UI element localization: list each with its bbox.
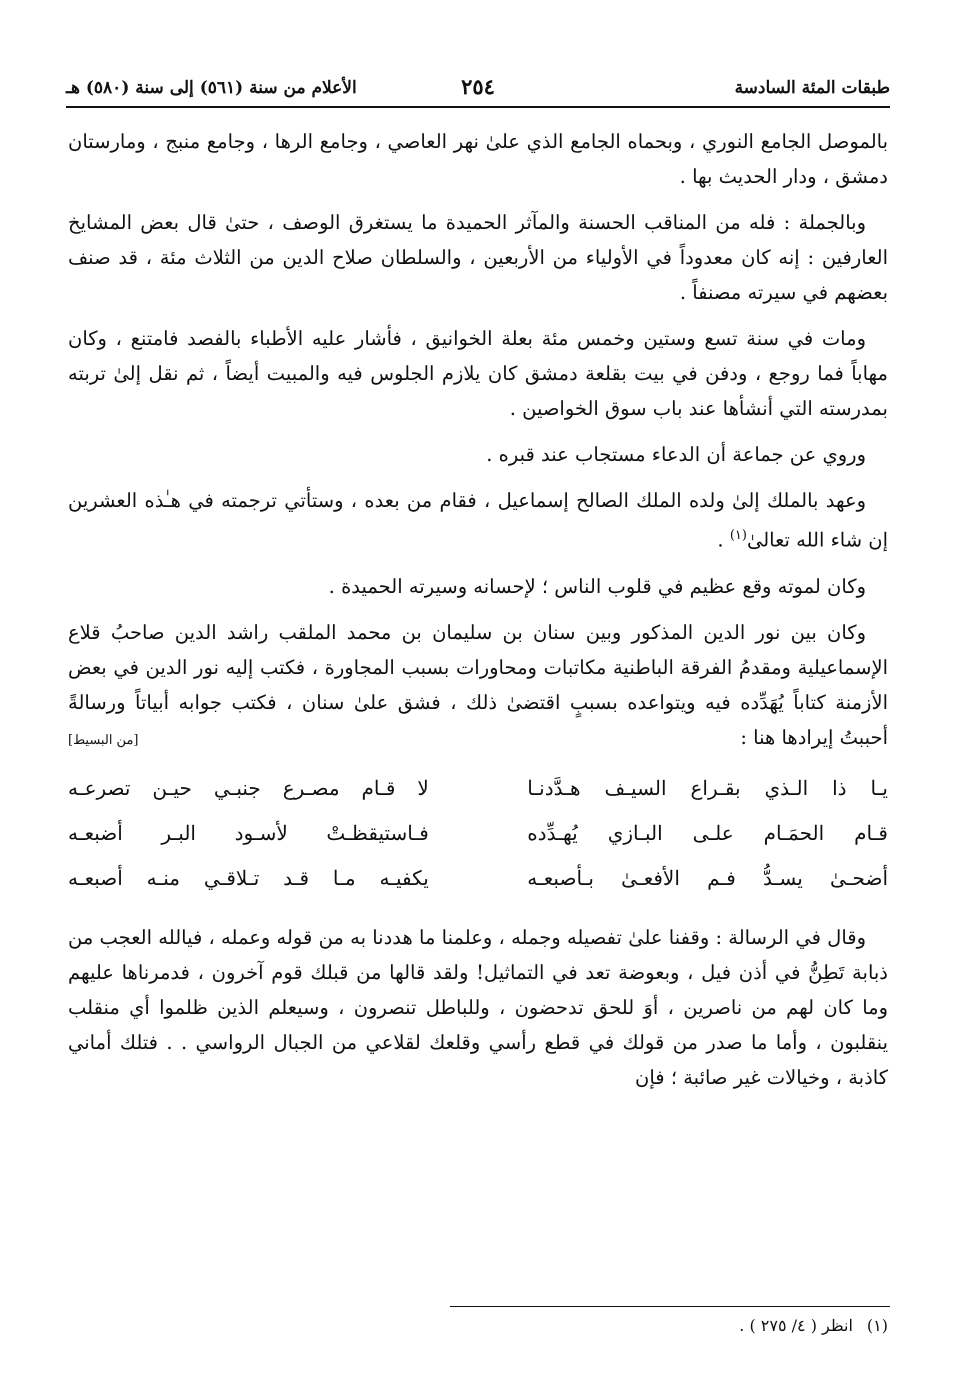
paragraph: بالموصل الجامع النوري ، وبحماه الجامع الذي علىٰ نهر العاصي ، وجامع الرها ، وجامع منبج ، ومارستان دمشق ، ودار الحديث بها .: [68, 130, 888, 188]
header-date-range: الأعلام من سنة (٥٦١) إلى سنة (٥٨٠) هـ: [66, 78, 357, 98]
verse-first-hemistich: يـا ذا الـذي بقـراع السيـف هـدَّدنـا: [527, 775, 888, 800]
poem: [68, 771, 888, 906]
paragraph: وكان لموته وقع عظيم في قلوب الناس ؛ لإحسانه وسيرته الحميدة .: [328, 574, 866, 598]
succession-end: .: [717, 528, 730, 552]
verse-second-hemistich: فـاستيقظـتْ لأسـود البـر أضبعـه: [68, 820, 429, 845]
paragraph-succession: [68, 483, 888, 558]
verse-first-hemistich: أضحـىٰ يسـدُّ فـم الأفعـىٰ بـأصبعـه: [527, 865, 888, 890]
footnote-text: انظر ( ٤/ ٢٧٥ ) .: [739, 1316, 853, 1335]
paragraph-sinan: [68, 615, 888, 755]
footnote-number: (١): [866, 1316, 888, 1335]
footnote: [739, 1316, 888, 1335]
verse-second-hemistich: لا قـام مصـرع جنبـي حيـن تصرعـه: [68, 775, 429, 800]
sinan-text: وكان بين نور الدين المذكور وبين سنان بن سليمان بن محمد الملقب راشد الدين صاحبُ قلاع الإسماعيلية ومقدمُ الفرقة الباطنية مكاتبات ومحاورات بسبب المجاورة ، فكتب إليه نور الدين في بعض الأزمنة كتاباً يُهَدِّده فيه ويتواعده بسببٍ اقتضىٰ ذلك ، فشق علىٰ سنان ، فكتب جوابه أبياتاً ورسالةً أحببتُ إيرادها هنا :: [68, 620, 888, 749]
verse-second-hemistich: يكفيـه مـا قـد تـلاقـي منـه أصبعـه: [68, 865, 429, 890]
verse-line: [68, 771, 888, 816]
header-rule: [66, 106, 890, 108]
succession-text: وعهد بالملك إلىٰ ولده الملك الصالح إسماعيل ، فقام من بعده ، وستأتي ترجمته في هـٰذه العشرين إن شاء الله تعالىٰ: [68, 489, 888, 552]
verse-line: [68, 816, 888, 861]
header-section-title: طبقات المئة السادسة: [734, 78, 890, 98]
footnote-rule: [450, 1306, 890, 1307]
main-text: [68, 124, 888, 1106]
footnote-reference[interactable]: (١): [729, 528, 747, 543]
paragraph-letter: وقال في الرسالة : وقفنا علىٰ تفصيله وجمله ، وعلمنا ما هددنا به من قوله وعمله ، فيالله العجب من ذبابة تَطِنُّ في أذن فيل ، وبعوضة تعد في التماثيل! ولقد قالها من قبلك قوم آخرون ، فدمرناها عليهم وما كان لهم من ناصرين ، أوَ للحق تدحضون ، وللباطل تنصرون ، وسيعلم الذين ظلموا أي منقلب ينقلبون ، وأما ما صدر من قولك في قطع رأسي وقلعك لقلاعي من الجبال الرواسي . . فتلك أماني كاذبة ، وخيالات غير صائبة ؛ فإن: [68, 925, 888, 1089]
verse-first-hemistich: قـام الحمَـام علـى البـازي يُهـدِّده: [527, 820, 888, 845]
page-number: ٢٥٤: [461, 74, 495, 99]
paragraph: ومات في سنة تسع وستين وخمس مئة بعلة الخوانيق ، فأشار عليه الأطباء بالفصد فامتنع ، وكان مهاباً فما روجع ، ودفن في بيت بقلعة دمشق كان يلازم الجلوس فيه والمبيت أيضاً ، ثم نقل إلىٰ تربته بمدرسته التي أنشأها عند باب سوق الخواصين .: [68, 327, 888, 420]
poetic-meter-label: [من البسيط]: [68, 732, 139, 748]
running-header: [66, 74, 890, 106]
verse-line: [68, 861, 888, 906]
paragraph: وروي عن جماعة أن الدعاء مستجاب عند قبره .: [486, 443, 866, 466]
paragraph: وبالجملة : فله من المناقب الحسنة والمآثر الحميدة ما يستغرق الوصف ، حتىٰ قال بعض المشايخ العارفين : إنه كان معدوداً في الأولياء من الأربعين ، والسلطان صلاح الدين من الثلاث مئة ، قد صنف بعضهم في سيرته مصنفاً .: [68, 211, 888, 304]
